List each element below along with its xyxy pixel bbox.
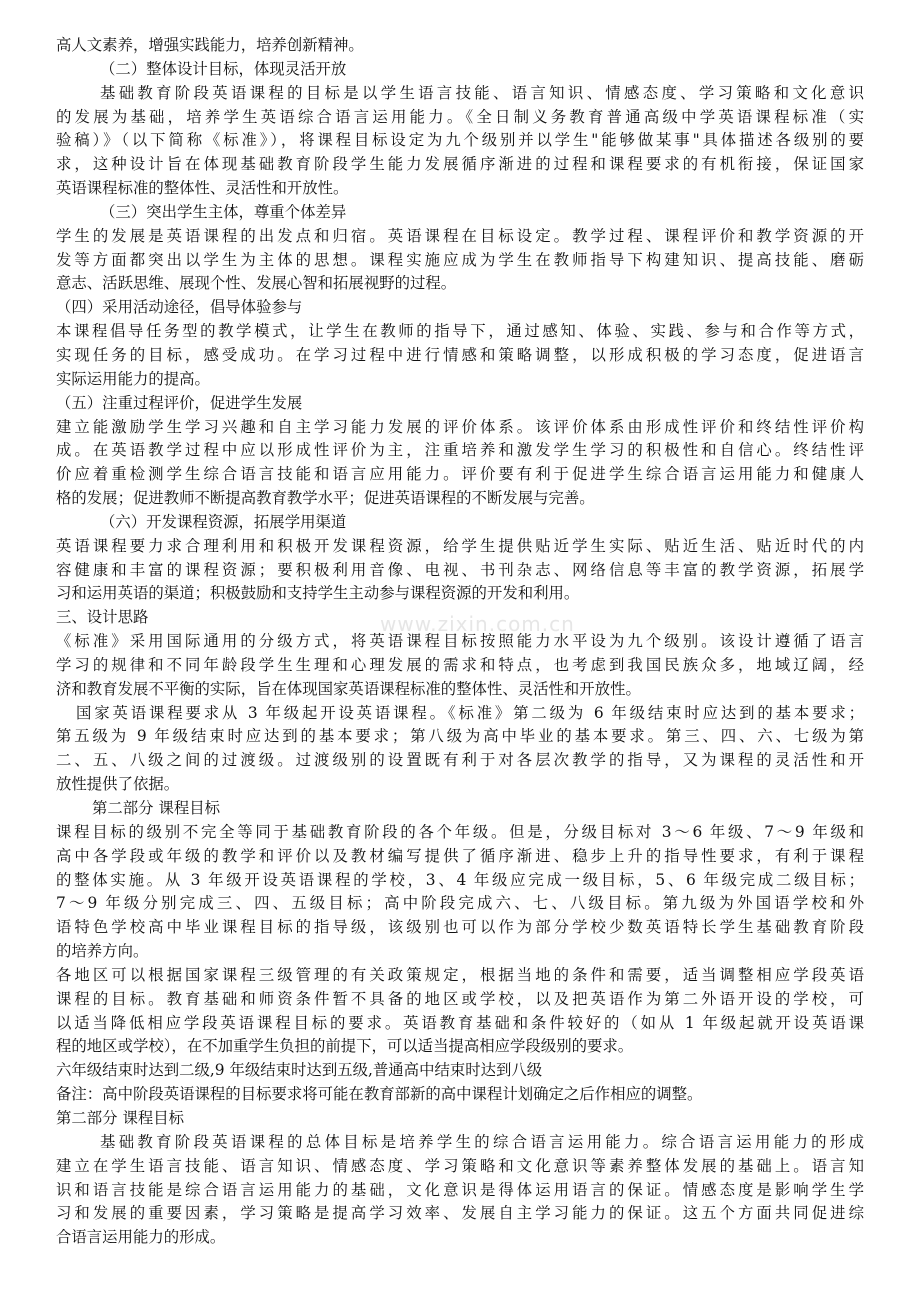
text-line: 基础教育阶段英语课程的总体目标是培养学生的综合语言运用能力。综合语言运用能力的形成 — [100, 1132, 864, 1151]
text-line: 成。在英语教学过程中应以形成性评价为主，注重培养和激发学生学习的积极性和自信心。终结性评 — [56, 441, 864, 460]
text-line: 本课程倡导任务型的教学模式，让学生在教师的指导下，通过感知、体验、实践、参与和合作等方式， — [56, 322, 864, 341]
text-line: 英语课程标准的整体性、灵活性和开放性。 — [56, 179, 349, 198]
text-line: 济和教育发展不平衡的实际，旨在体现国家英语课程标准的整体性、灵活性和开放性。 — [56, 679, 641, 698]
text-line: 语特色学校高中毕业课程目标的指导级，该级别也可以作为部分学校少数英语特长学生基础教育阶段 — [56, 918, 864, 937]
text-line: 《标准》采用国际通用的分级方式，将英语课程目标按照能力水平设为九个级别。该设计遵循了语言 — [56, 632, 864, 651]
text-line: 放性提供了依据。 — [56, 775, 180, 794]
text-line: 建立在学生语言技能、语言知识、情感态度、学习策略和文化意识等素养整体发展的基础上。语言知 — [56, 1156, 864, 1175]
text-line: 习和发展的重要因素，学习策略是提高学习效率、发展自主学习能力的保证。这五个方面共同促进综 — [56, 1204, 864, 1223]
text-line: 合语言运用能力的形成。 — [56, 1228, 226, 1247]
text-line: 基础教育阶段英语课程的目标是以学生语言技能、语言知识、情感态度、学习策略和文化意识 — [100, 83, 864, 102]
text-line: 学习的规律和不同年龄段学生生理和心理发展的需求和特点，也考虑到我国民族众多，地域辽阔，经 — [56, 655, 864, 674]
text-line: 英语课程要力求合理利用和积极开发课程资源，给学生提供贴近学生实际、贴近生活、贴近时代的内 — [56, 536, 864, 555]
text-line: 格的发展；促进教师不断提高教育教学水平；促进英语课程的不断发展与完善。 — [56, 489, 595, 508]
text-line: 建立能激励学生学习兴趣和自主学习能力发展的评价体系。该评价体系由形成性评价和终结性评价构 — [56, 417, 864, 436]
text-line: 求，这种设计旨在体现基础教育阶段学生能力发展循序渐进的过程和课程要求的有机衔接，保证国家 — [56, 155, 864, 174]
text-line: 价应着重检测学生综合语言技能和语言应用能力。评价要有利于促进学生综合语言运用能力和健康人 — [56, 465, 864, 484]
section-heading: （三）突出学生主体，尊重个体差异 — [100, 202, 347, 221]
watermark: www.zixin.com.cn — [380, 612, 575, 636]
section-heading: 第二部分 课程目标 — [56, 1108, 185, 1127]
text-line: 以适当降低相应学段英语课程目标的要求。英语教育基础和条件较好的（如从 1 年级起就开设英语课 — [56, 1013, 864, 1032]
text-line: 课程目标的级别不完全等同于基础教育阶段的各个年级。但是，分级目标对 3～6 年级、7～9 年级和 — [56, 822, 864, 841]
text-line: 高人文素养，增强实践能力，培养创新精神。 — [56, 36, 364, 54]
text-line: 的发展为基础，培养学生英语综合语言运用能力。《全日制义务教育普通高级中学英语课程标准（实 — [56, 107, 864, 126]
text-line: 验稿）》（以下简称《标准》），将课程目标设定为九个级别并以学生"能够做某事"具体描述各级别的要 — [56, 131, 864, 150]
document-body — [56, 34, 864, 1250]
text-line: 发等方面都突出以学生为主体的思想。课程实施应成为学生在教师指导下构建知识、提高技能、磨砺 — [56, 250, 864, 269]
text-line: 的整体实施。从 3 年级开设英语课程的学校，3、4 年级应完成一级目标，5、6 年级完成二级目标； — [56, 870, 864, 889]
note-line: 备注：高中阶段英语课程的目标要求将可能在教育部新的高中课程计划确定之后作相应的调整。 — [56, 1085, 703, 1104]
text-line: 学生的发展是英语课程的出发点和归宿。英语课程在目标设定。教学过程、课程评价和教学资源的开 — [56, 226, 864, 245]
text-line: 程的地区或学校），在不加重学生负担的前提下，可以适当提高相应学段级别的要求。 — [56, 1037, 634, 1056]
text-line: 实际运用能力的提高。 — [56, 369, 210, 388]
text-line: 高中各学段或年级的教学和评价以及教材编写提供了循序渐进、稳步上升的指导性要求，有利于课程 — [56, 846, 864, 865]
text-line: 二、五、八级之间的过渡级。过渡级别的设置既有利于对各层次教学的指导，又为课程的灵活性和开 — [56, 751, 864, 770]
text-line: 六年级结束时达到二级,9 年级结束时达到五级,普通高中结束时达到八级 — [56, 1061, 543, 1080]
text-line: 习和运用英语的渠道；积极鼓励和支持学生主动参与课程资源的开发和利用。 — [56, 584, 580, 603]
section-heading: （五）注重过程评价，促进学生发展 — [56, 393, 303, 412]
text-line: 的培养方向。 — [56, 942, 149, 961]
text-line: 实现任务的目标，感受成功。在学习过程中进行情感和策略调整，以形成积极的学习态度，促进语言 — [56, 345, 864, 364]
section-heading: （二）整体设计目标，体现灵活开放 — [100, 59, 347, 78]
text-line: 各地区可以根据国家课程三级管理的有关政策规定，根据当地的条件和需要，适当调整相应学段英语 — [56, 965, 864, 984]
text-line: 容健康和丰富的课程资源；要积极利用音像、电视、书刊杂志、网络信息等丰富的教学资源，拓展学 — [56, 560, 864, 579]
text-line: 第五级为 9 年级结束时应达到的基本要求；第八级为高中毕业的基本要求。第三、四、六、七级为第 — [56, 727, 864, 746]
section-heading: 三、设计思路 — [56, 608, 149, 627]
text-line: 课程的目标。教育基础和师资条件暂不具备的地区或学校，以及把英语作为第二外语开设的学校，可 — [56, 989, 864, 1008]
section-heading: （六）开发课程资源，拓展学用渠道 — [100, 512, 347, 531]
text-line: 国家英语课程要求从 3 年级起开设英语课程。《标准》第二级为 6 年级结束时应达到的基本要求； — [76, 703, 864, 722]
section-heading: 第二部分 课程目标 — [92, 799, 221, 817]
section-heading: （四）采用活动途径，倡导体验参与 — [56, 298, 303, 317]
text-line: 识和语言技能是综合语言运用能力的基础，文化意识是得体运用语言的保证。情感态度是影响学生学 — [56, 1180, 864, 1199]
text-line: 意志、活跃思维、展现个性、发展心智和拓展视野的过程。 — [56, 274, 457, 293]
text-line: 7～9 年级分别完成三、四、五级目标；高中阶段完成六、七、八级目标。第九级为外国语学校和外 — [56, 894, 864, 913]
